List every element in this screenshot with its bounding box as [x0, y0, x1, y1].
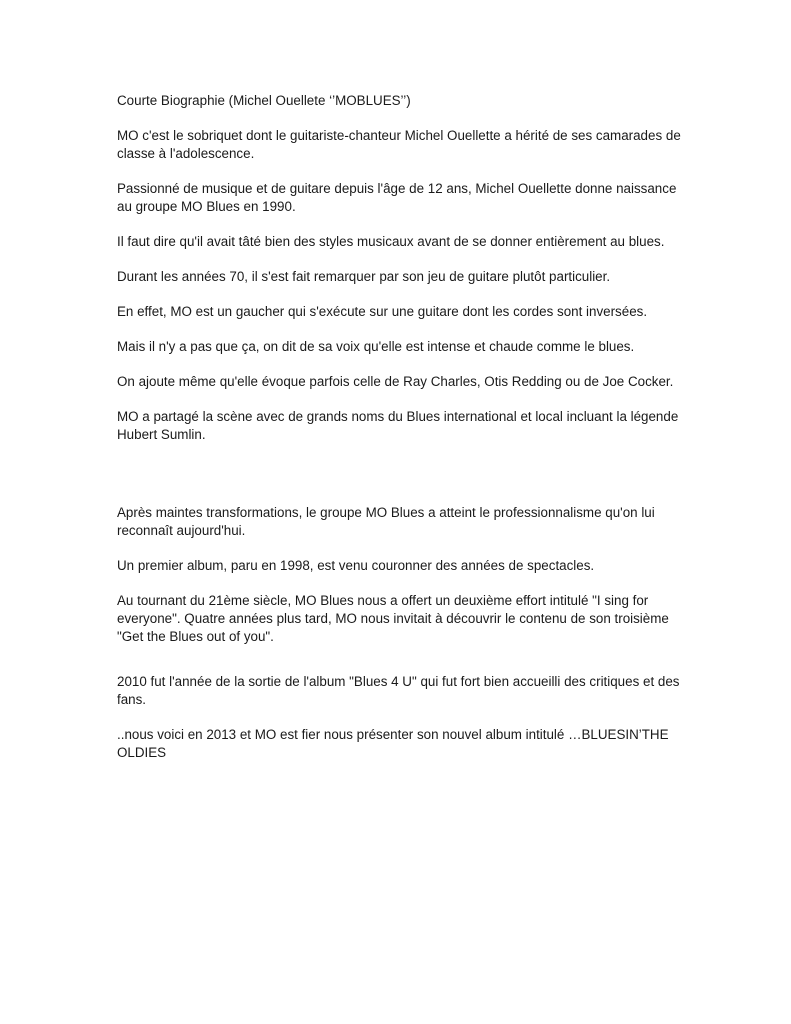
paragraph: Mais il n'y a pas que ça, on dit de sa voix qu'elle est intense et chaude comme le blues.	[117, 339, 635, 354]
paragraph: Passionné de musique et de guitare depuis l'âge de 12 ans, Michel Ouellette donne naissance au groupe MO Blues en 1990.	[117, 181, 677, 214]
paragraph: Au tournant du 21ème siècle, MO Blues nous a offert un deuxième effort intitulé "I sing for everyone". Quatre années plus tard, MO nous invitait à découvrir le contenu de son troisième "Get the Blues out of you".	[117, 593, 669, 644]
section-spacer	[117, 461, 687, 504]
paragraph: MO a partagé la scène avec de grands noms du Blues international et local incluant la légende Hubert Sumlin.	[117, 409, 679, 442]
paragraph: On ajoute même qu'elle évoque parfois celle de Ray Charles, Otis Redding ou de Joe Cocker.	[117, 374, 674, 389]
paragraph: Durant les années 70, il s'est fait remarquer par son jeu de guitare plutôt particulier.	[117, 269, 611, 284]
section-spacer	[117, 663, 687, 673]
paragraph: 2010 fut l'année de la sortie de l'album "Blues 4 U" qui fut fort bien accueilli des critiques et des fans.	[117, 674, 680, 707]
paragraph: Un premier album, paru en 1998, est venu couronner des années de spectacles.	[117, 558, 595, 573]
paragraph: Il faut dire qu'il avait tâté bien des styles musicaux avant de se donner entièrement au blues.	[117, 234, 665, 249]
document-title: Courte Biographie (Michel Ouellete ‘’MOBLUES’’)	[117, 93, 411, 108]
paragraph: En effet, MO est un gaucher qui s'exécute sur une guitare dont les cordes sont inversées.	[117, 304, 648, 319]
paragraph: MO c'est le sobriquet dont le guitariste-chanteur Michel Ouellette a hérité de ses camarades de classe à l'adolescence.	[117, 128, 681, 161]
paragraph: Après maintes transformations, le groupe MO Blues a atteint le professionnalisme qu'on lui reconnaît aujourd'hui.	[117, 505, 655, 538]
document-body	[117, 92, 687, 779]
paragraph: ..nous voici en 2013 et MO est fier nous présenter son nouvel album intitulé …BLUESIN’THE OLDIES	[117, 727, 669, 760]
